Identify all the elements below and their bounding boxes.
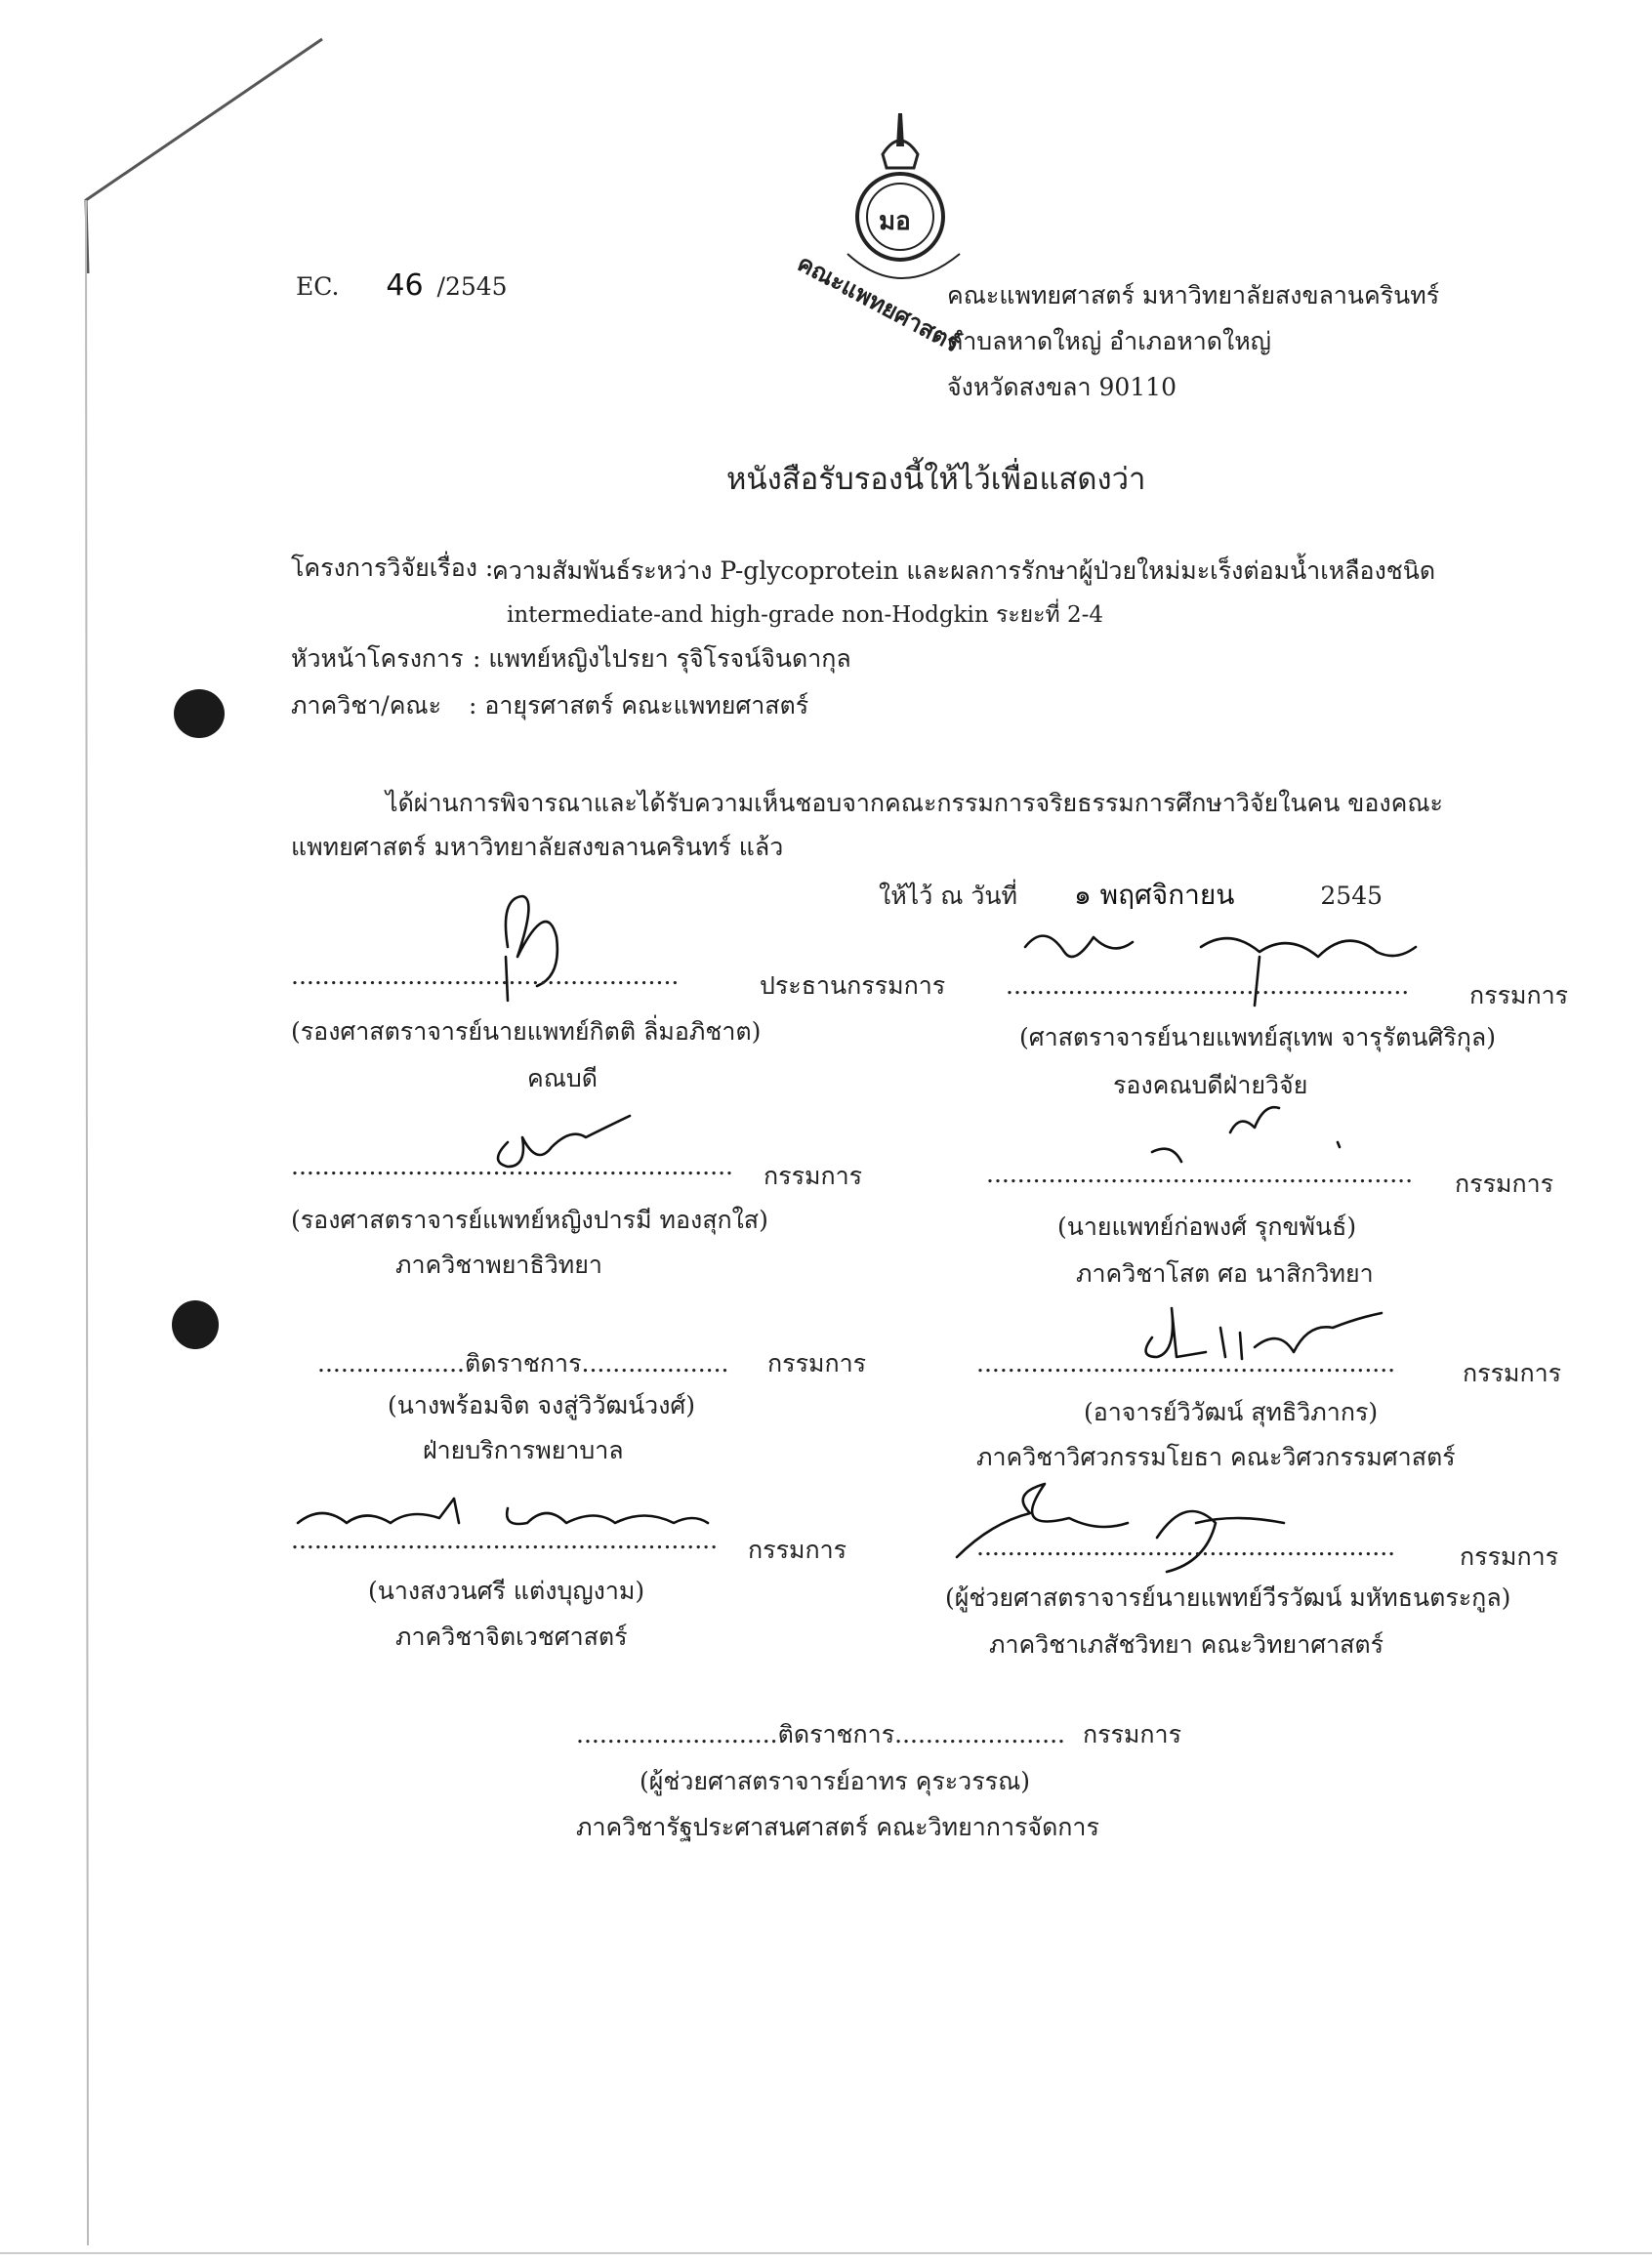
sig2-name: (ศาสตราจารย์นายแพทย์สุเทพ จารุรัตนศิริกุล)	[1019, 1023, 1496, 1051]
sig9-absent: ติดราชการ	[777, 1720, 895, 1748]
project-title-line-1: ความสัมพันธ์ระหว่าง P-glycoprotein และผลการรักษาผู้ป่วยใหม่มะเร็งต่อมน้ำเหลืองชนิด	[492, 556, 1436, 585]
sig8-title: ภาควิชาเภสัชวิทยา คณะวิทยาศาสตร์	[989, 1630, 1384, 1659]
sig3-role: กรรมการ	[764, 1162, 863, 1190]
sig3-name: (รองศาสตราจารย์แพทย์หญิงปารมี ทองสุกใส)	[291, 1206, 768, 1234]
signature-8	[952, 1474, 1342, 1582]
project-dept-value: : อายุรศาสตร์ คณะแพทยศาสตร์	[469, 691, 809, 719]
address-line-1: คณะแพทยศาสตร์ มหาวิทยาลัยสงขลานครินทร์	[947, 281, 1440, 309]
sig2-role: กรรมการ	[1469, 981, 1569, 1009]
sig2-title: รองคณบดีฝ่ายวิจัย	[1113, 1071, 1308, 1099]
project-head-value: : แพทย์หญิงไปรยา รุจิโรจน์จินดากุล	[473, 644, 851, 673]
sig6-line: ......................................................	[976, 1349, 1396, 1377]
sig5-role: กรรมการ	[767, 1349, 867, 1377]
address-line-2: ตำบลหาดใหญ่ อำเภอหาดใหญ่	[947, 327, 1271, 355]
ref-number	[296, 268, 508, 303]
sig1-line: ..................................................	[291, 962, 680, 990]
seal-center: มอ	[879, 207, 911, 236]
sig5-line	[317, 1344, 729, 1383]
sig4-name: (นายแพทย์ก่อพงศ์ รุกขพันธ์)	[1057, 1213, 1357, 1241]
sig8-line: ......................................................	[976, 1533, 1396, 1561]
sig4-line: .......................................................	[986, 1160, 1414, 1188]
date-prefix: ให้ไว้ ณ วันที่	[879, 882, 1017, 910]
body-line-1: ได้ผ่านการพิจารณาและได้รับความเห็นชอบจากคณะกรรมการจริยธรรมการศึกษาวิจัยในคน ของคณะ	[386, 789, 1443, 817]
sig4-title: ภาควิชาโสต ศอ นาสิกวิทยา	[1076, 1259, 1374, 1288]
seal-arc-text: คณะแพทยศาสตร์	[793, 248, 966, 358]
ref-prefix: EC.	[296, 272, 340, 301]
project-dept-label: ภาควิชา/คณะ	[291, 691, 442, 719]
sig7-name: (นางสงวนศรี แต่งบุญงาม)	[368, 1577, 645, 1605]
project-label: โครงการวิจัยเรื่อง :	[291, 554, 494, 582]
sig9-role: กรรมการ	[1082, 1720, 1182, 1748]
address-line-3: จังหวัดสงขลา 90110	[947, 373, 1177, 401]
sig8-name: (ผู้ช่วยศาสตราจารย์นายแพทย์วีรวัฒน์ มหัทธนตระกูล)	[945, 1583, 1511, 1612]
certificate-title: หนังสือรับรองนี้ให้ไว้เพื่อแสดงว่า	[726, 462, 1146, 497]
sig9-dots-right: ......................	[894, 1720, 1065, 1748]
sig6-name: (อาจารย์วิวัฒน์ สุทธิวิภากร)	[1084, 1398, 1379, 1426]
ref-suffix: /2545	[436, 272, 508, 301]
project-head-label: หัวหน้าโครงการ	[291, 644, 464, 673]
sig7-line: .......................................................	[291, 1526, 719, 1554]
signature-1	[488, 879, 576, 1015]
sig9-line	[576, 1715, 1181, 1754]
sig9-dots-left: ..........................	[576, 1720, 778, 1748]
sig2-line: ....................................................	[1006, 971, 1410, 1000]
sig6-title: ภาควิชาวิศวกรรมโยธา คณะวิศวกรรมศาสตร์	[976, 1443, 1456, 1471]
issue-date	[879, 874, 1383, 917]
punch-hole-top	[174, 689, 225, 738]
sig5-dots-left: ...................	[317, 1349, 465, 1377]
faculty-seal	[793, 107, 984, 358]
sig5-dots-right: ...................	[581, 1349, 729, 1377]
sig5-name: (นางพร้อมจิต จงสู่วิวัฒน์วงศ์)	[388, 1391, 696, 1419]
date-year: 2545	[1320, 882, 1384, 910]
sig7-title: ภาควิชาจิตเวชศาสตร์	[395, 1623, 628, 1651]
sig1-role: ประธานกรรมการ	[760, 971, 946, 1000]
body-line-2: แพทยศาสตร์ มหาวิทยาลัยสงขลานครินทร์ แล้ว	[291, 833, 784, 861]
date-handwritten: ๑ พฤศจิกายน	[1073, 879, 1235, 911]
sig3-title: ภาควิชาพยาธิวิทยา	[395, 1251, 602, 1279]
punch-hole-bottom	[172, 1300, 219, 1349]
sig6-role: กรรมการ	[1463, 1359, 1562, 1387]
sig5-absent: ติดราชการ	[465, 1349, 582, 1377]
sig1-name: (รองศาสตราจารย์นายแพทย์กิตติ ลิ่มอภิชาต)	[291, 1017, 762, 1046]
sig1-title: คณบดี	[527, 1064, 599, 1092]
sig5-title: ฝ่ายบริการพยาบาล	[423, 1436, 624, 1464]
sig9-title: ภาควิชารัฐประศาสนศาสตร์ คณะวิทยาการจัดการ	[576, 1813, 1099, 1841]
sig7-role: กรรมการ	[748, 1536, 847, 1564]
project-title-line-2: intermediate-and high-grade non-Hodgkin ระยะที่ 2-4	[507, 602, 1104, 628]
sig4-role: กรรมการ	[1455, 1170, 1554, 1198]
sig9-name: (ผู้ช่วยศาสตราจารย์อาทร คุระวรรณ)	[640, 1767, 1031, 1795]
sig3-line: .........................................................	[291, 1152, 733, 1180]
ref-number-handwritten: 46	[386, 268, 424, 303]
sig8-role: กรรมการ	[1460, 1542, 1559, 1571]
